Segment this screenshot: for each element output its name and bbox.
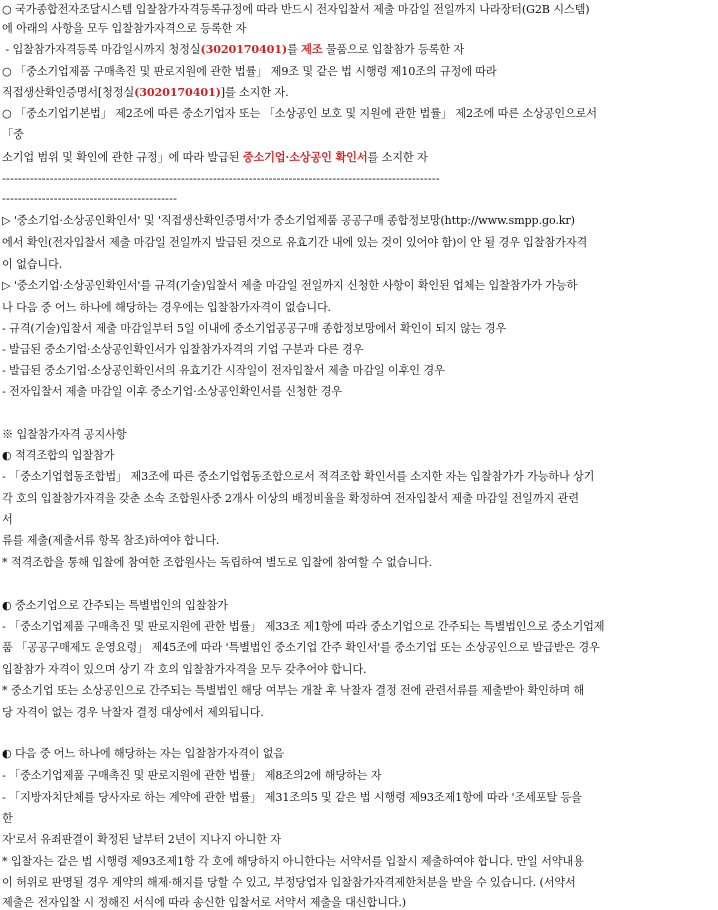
text-line: 입찰참가 자격이 있으며 상기 각 호의 입찰참가자격을 모두 갖추어야 합니다. [2,663,367,676]
text-line: 이 허위로 판명될 경우 계약의 해제·해지를 당할 수 있고, 부정당업자 입찰참가자격제한처분을 받을 수 있습니다. (서약서 [2,876,576,889]
text-line-sme-certificate: 소기업 범위 및 확인에 관한 규정」에 따라 발급된 중소기업·소상공인 확인서를 소지한 자 [2,150,428,164]
text-line: 에서 확인(전자입찰서 제출 마감일 전일까지 발급된 것으로 유효기간 내에 있는 것이 있어야 함)이 안 될 경우 입찰참가자격 [2,236,588,249]
text-line: ○ 국가종합전자조달시스템 입찰참가자격등록규정에 따라 반드시 전자입찰서 제출 마감일 전일까지 나라장터(G2B 시스템) [2,3,590,16]
text-line: 각 호의 입찰참가자격을 갖춘 소속 조합원사중 2개사 이상의 배정비율을 확정하여 전자입찰서 제출 마감일 전일까지 관련 [2,492,579,505]
text-line: * 적격조합을 통해 입찰에 참여한 조합원사는 독립하여 별도로 입찰에 참여할 수 없습니다. [2,556,432,569]
text-line: - 「중소기업제품 구매촉진 및 판로지원에 관한 법률」 제33조 제1항에 따라 중소기업으로 간주되는 특별법인으로 중소기업제 [2,620,605,633]
text-line: ▷ '중소기업·소상공인확인서' 및 '직접생산확인증명서'가 중소기업제품 공공구매 종합정보망(http://www.smpp.go.kr) [2,214,575,227]
text-line: - 발급된 중소기업·소상공인확인서가 입찰참가자격의 기업 구분과 다른 경우 [2,343,364,356]
text-line: 제출은 전자입찰 시 정해진 서식에 따라 송신한 입찰서로 서약서 제출을 대신합니다.) [2,896,407,909]
text-line: 이 없습니다. [2,258,63,271]
text-line: - 「중소기업제품 구매촉진 및 판로지원에 관한 법률」 제8조의2에 해당하는 자 [2,769,382,782]
text-line: - 발급된 중소기업·소상공인확인서의 유효기간 시작일이 전자입찰서 제출 마감일 이후인 경우 [2,364,445,377]
text-line: - 「지방자치단체를 당사자로 하는 계약에 관한 법률」 제31조의5 및 같은 법 시행령 제93조제1항에 따라 '조세포탈 등을 [2,791,582,804]
text-line: 자'로서 유죄판결이 확정된 날부터 2년이 지나지 아니한 자 [2,833,281,846]
subsection-heading: ◐ 중소기업으로 간주되는 특별법인의 입찰참가 [2,599,228,612]
text-line-registration: - 입찰참가자격등록 마감일시까지 청정실(3020170401)를 제조 물품으로 입찰참가 등록한 자 [2,42,464,56]
text-line: 당 자격이 없는 경우 낙찰자 결정 대상에서 제외됩니다. [2,706,264,719]
dashed-divider: -------------------------------------------------------------------------------------------------------------- [2,172,440,185]
text-line: 한 [2,812,13,825]
text-line: 품 「공공구매제도 운영요령」 제45조에 따라 '특별법인 중소기업 간주 확인서'를 중소기업 또는 소상공인으로 발급받은 경우 [2,641,600,654]
section-heading: ※ 입찰참가자격 공지사항 [2,428,127,441]
text-line: ○ 「중소기업제품 구매촉진 및 판로지원에 관한 법률」 제9조 및 같은 법 시행령 제10조의 규정에 따라 [2,65,497,78]
text-line: 「중 [2,128,24,141]
text-line: 류를 제출(제출서류 항목 참조)하여야 합니다. [2,534,220,547]
text-line: * 중소기업 또는 소상공인으로 간주되는 특별법인 해당 여부는 개찰 후 낙찰자 결정 전에 관련서류를 제출받아 확인하며 해 [2,684,585,697]
text-line-certificate: 직접생산확인증명서[청정실(3020170401)]를 소지한 자. [2,85,289,99]
dashed-divider: -------------------------------------------- [2,192,178,205]
text-line: * 입찰자는 같은 법 시행령 제93조제1항 각 호에 해당하지 아니한다는 서약서를 입찰시 제출하여야 합니다. 만일 서약내용 [2,855,584,868]
text-line: 나 다음 중 어느 하나에 해당하는 경우에는 입찰참가자격이 없습니다. [2,301,332,314]
text-line: 서 [2,513,13,526]
subsection-heading: ◐ 다음 중 어느 하나에 해당하는 자는 입찰참가자격이 없음 [2,747,284,760]
subsection-heading: ◐ 적격조합의 입찰참가 [2,449,115,462]
text-line: - 규격(기술)입찰서 제출 마감일부터 5일 이내에 중소기업공공구매 종합정보망에서 확인이 되지 않는 경우 [2,322,507,335]
text-line: - 전자입찰서 제출 마감일 이후 중소기업·소상공인확인서를 신청한 경우 [2,385,342,398]
text-line: ▷ '중소기업·소상공인확인서'를 규격(기술)입찰서 제출 마감일 전일까지 신청한 사항이 확인된 업체는 입찰참가가 가능하 [2,279,578,292]
text-line: 에 아래의 사항을 모두 입찰참가자격으로 등록한 자 [2,22,247,35]
text-line: - 「중소기업협동조합법」 제3조에 따른 중소기업협동조합으로서 적격조합 확인서를 소지한 자는 입찰참가가 가능하나 상기 [2,470,595,483]
text-line: ○ 「중소기업기본법」 제2조에 따른 중소기업자 또는 「소상공인 보호 및 지원에 관한 법률」 제2조에 따른 소상공인으로서 [2,107,597,120]
